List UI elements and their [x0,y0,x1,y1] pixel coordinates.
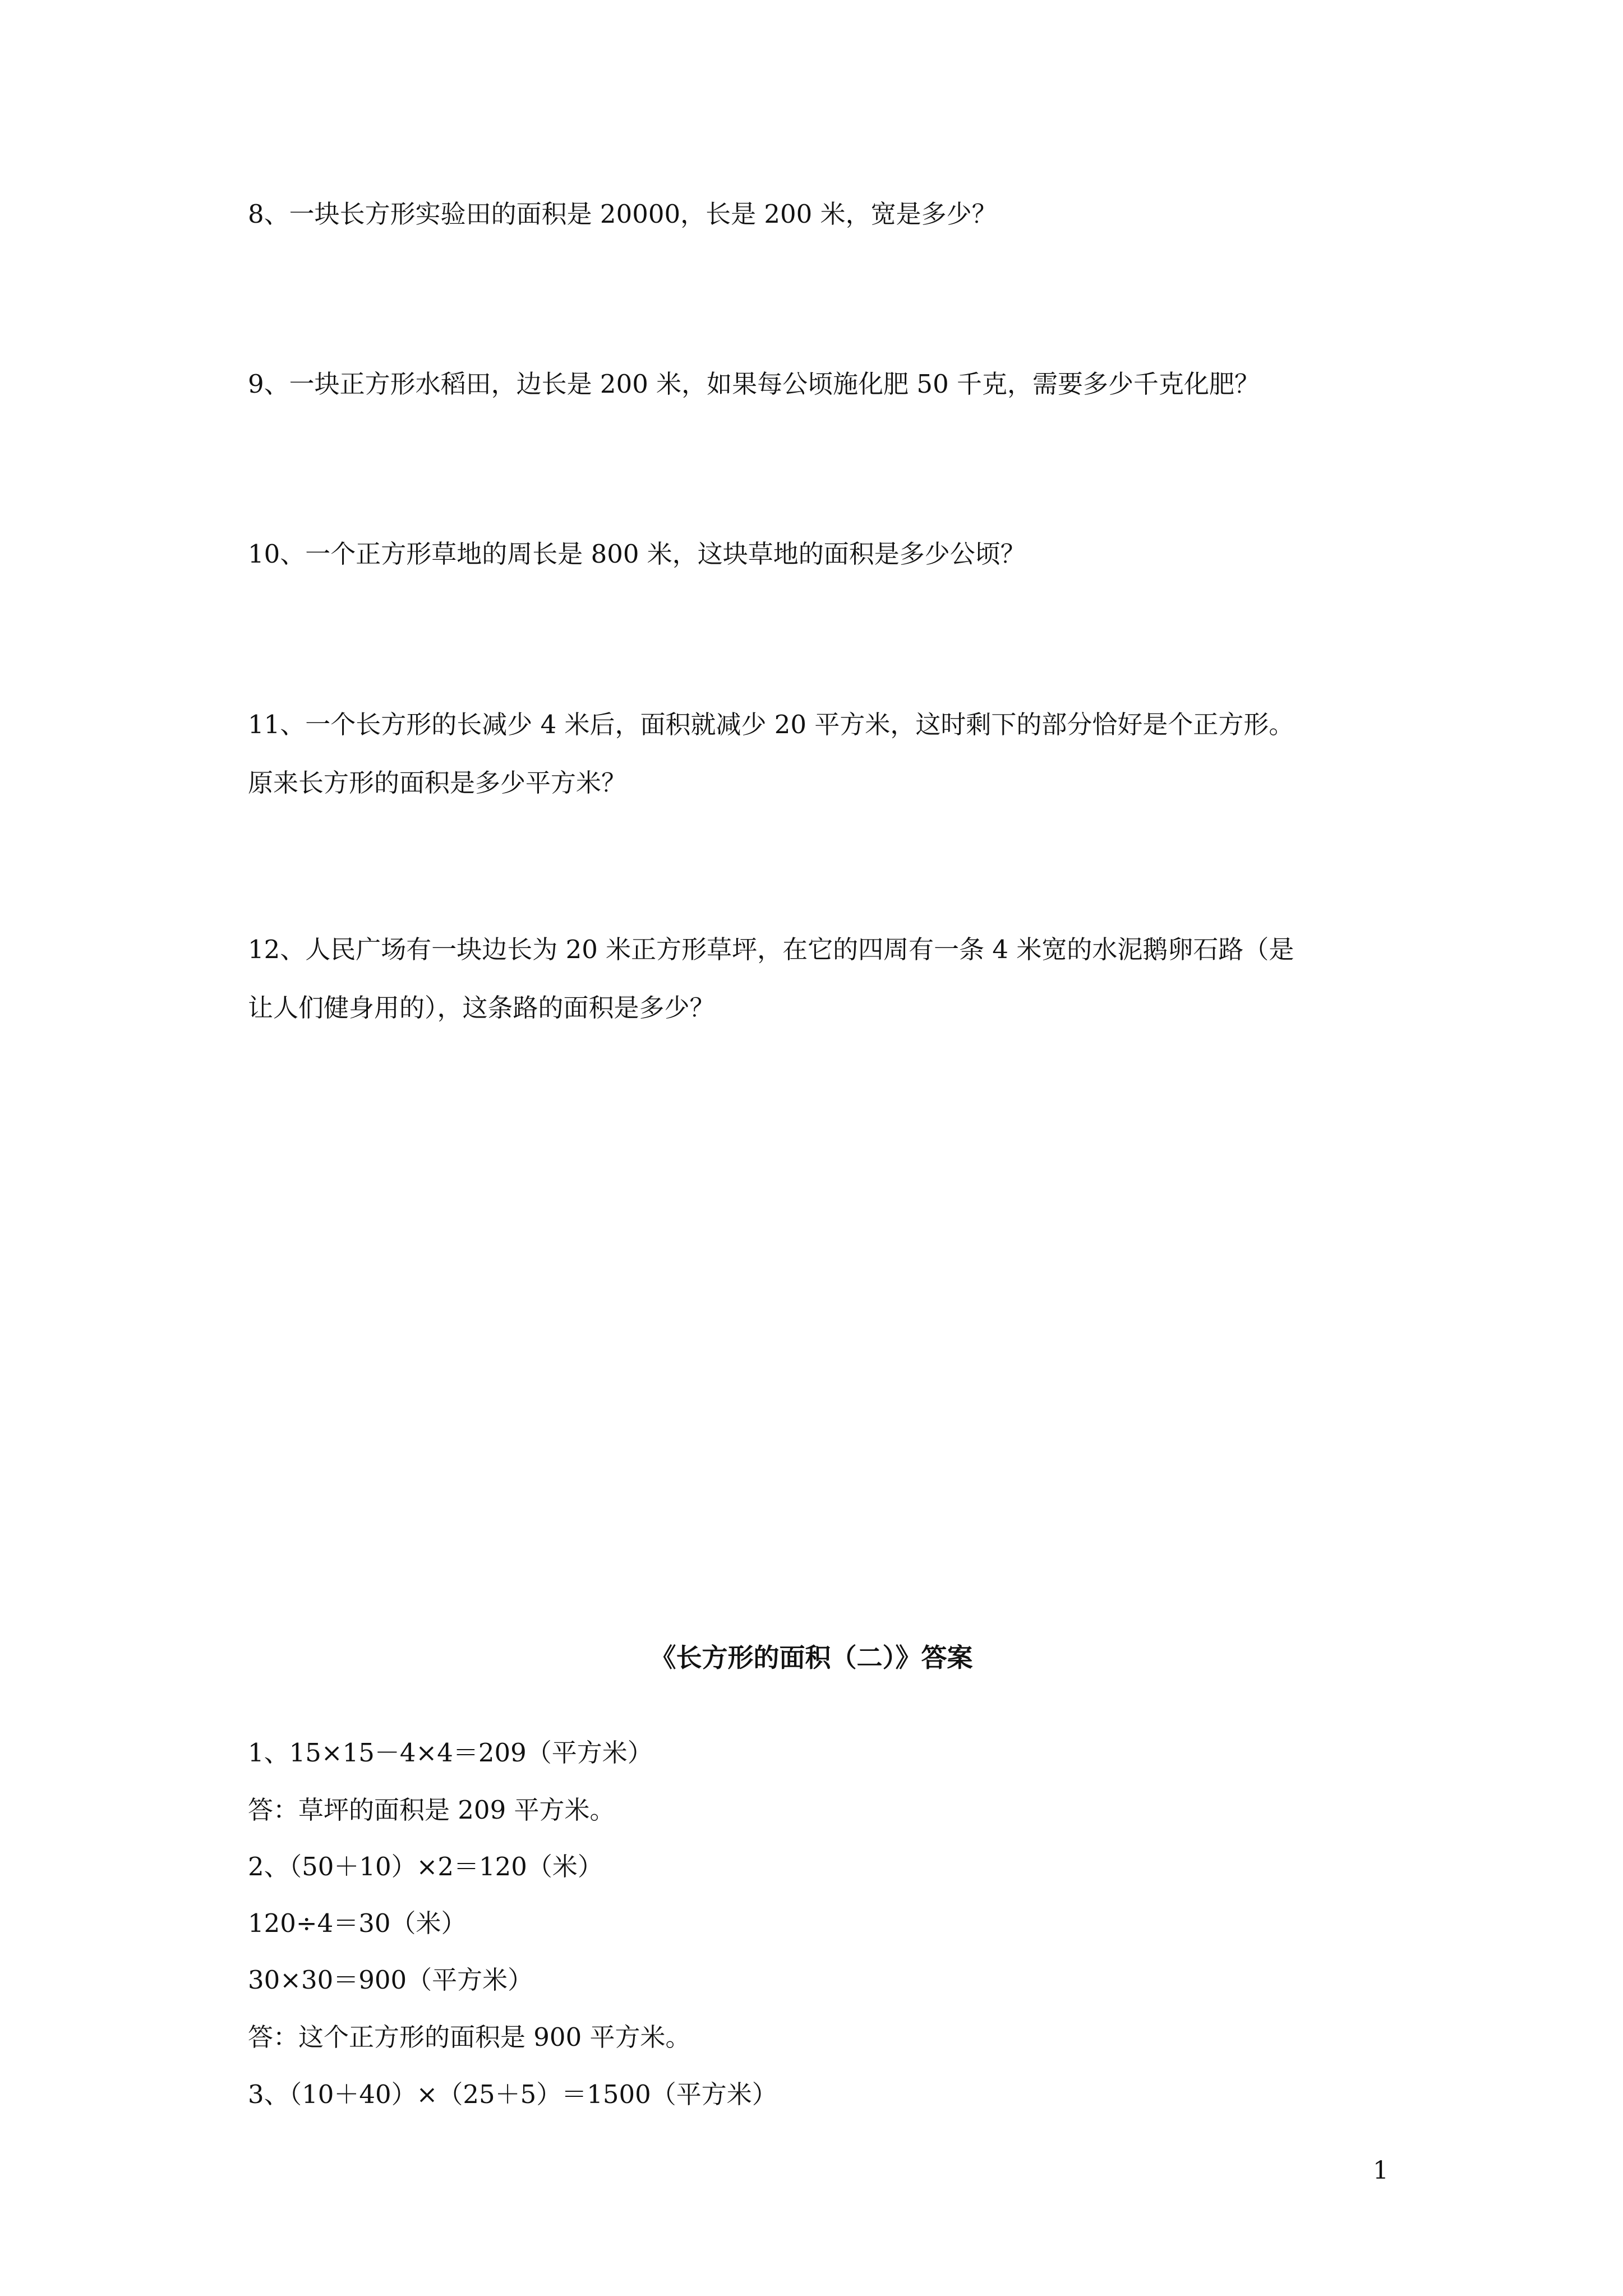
question-11-line-1: 11、一个长方形的长减少 4 米后，面积就减少 20 平方米，这时剩下的部分恰好是个正方形。 [248,710,1294,739]
question-8-line-1: 8、一块长方形实验田的面积是 20000，长是 200 米，宽是多少？ [248,199,997,229]
answers-title: 《长方形的面积（二）》答案 [650,1642,973,1673]
answer-line: 2、（50＋10）×2＝120（米） [248,1852,603,1881]
answer-line: 30×30＝900（平方米） [248,1965,533,1995]
answer-line: 3、（10＋40）×（25＋5）＝1500（平方米） [248,2079,777,2109]
answer-line: 1、15×15－4×4＝209（平方米） [248,1738,653,1768]
page-number: 1 [1373,2156,1389,2185]
question-10-line-1: 10、一个正方形草地的周长是 800 米，这块草地的面积是多少公顷？ [248,539,1026,569]
question-12-line-2: 让人们健身用的），这条路的面积是多少？ [248,993,715,1023]
question-9-line-1: 9、一块正方形水稻田，边长是 200 米，如果每公顷施化肥 50 千克，需要多少千克化肥？ [248,369,1260,399]
answer-line: 答：草坪的面积是 209 平方米。 [248,1795,615,1825]
question-12-line-1: 12、人民广场有一块边长为 20 米正方形草坪，在它的四周有一条 4 米宽的水泥鹅卵石路（是 [248,935,1294,964]
answer-line: 答：这个正方形的面积是 900 平方米。 [248,2022,691,2052]
answer-line: 120÷4＝30（米） [248,1908,467,1938]
question-11-line-2: 原来长方形的面积是多少平方米？ [248,768,627,798]
